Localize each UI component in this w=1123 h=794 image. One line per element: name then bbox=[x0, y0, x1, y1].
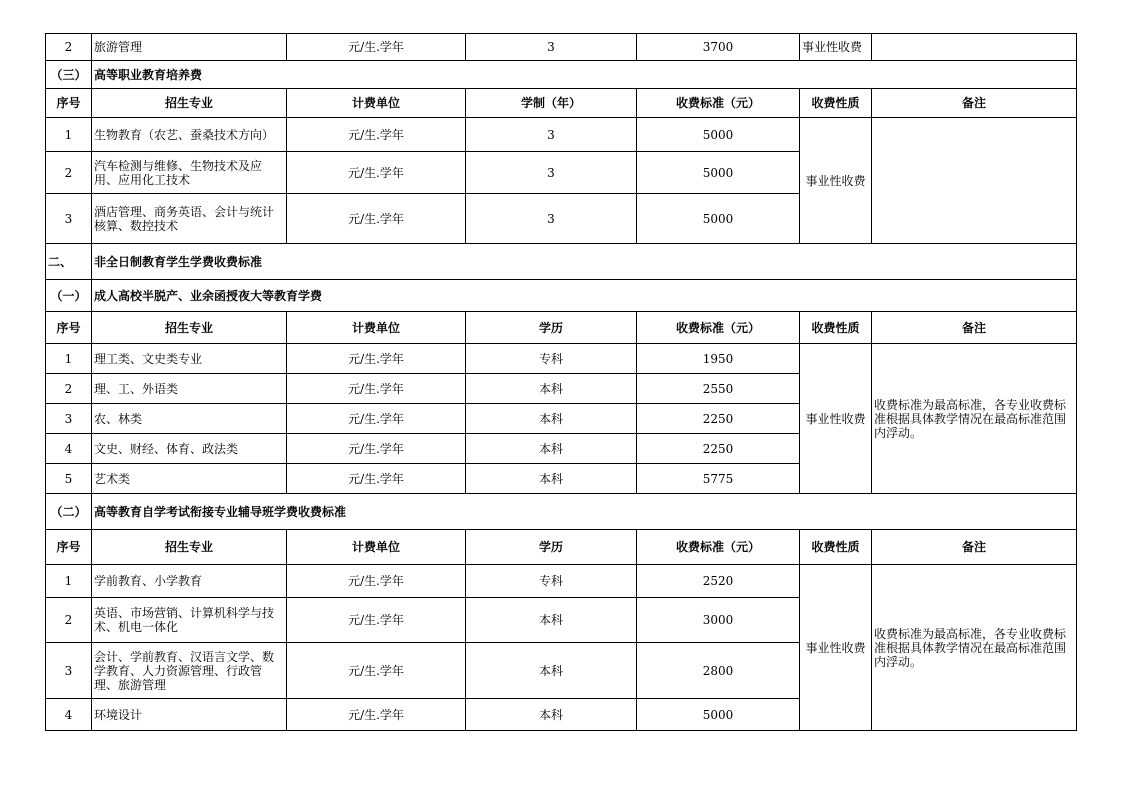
header-nature: 收费性质 bbox=[800, 312, 872, 344]
header-major: 招生专业 bbox=[92, 89, 287, 118]
unit-cell: 元/生.学年 bbox=[287, 434, 466, 464]
unit-cell: 元/生.学年 bbox=[287, 464, 466, 494]
unit-cell: 元/生.学年 bbox=[287, 598, 466, 643]
years-cell: 3 bbox=[466, 118, 637, 152]
unit-cell: 元/生.学年 bbox=[287, 404, 466, 434]
section-row bbox=[46, 494, 1077, 530]
header-remark: 备注 bbox=[872, 312, 1077, 344]
row-number: 4 bbox=[46, 699, 92, 731]
major-cell: 酒店管理、商务英语、会计与统计核算、数控技术 bbox=[92, 194, 287, 244]
major-cell: 学前教育、小学教育 bbox=[92, 565, 287, 598]
nature-cell: 事业性收费 bbox=[800, 118, 872, 244]
level-cell: 本科 bbox=[466, 643, 637, 699]
level-cell: 本科 bbox=[466, 434, 637, 464]
row-number: 1 bbox=[46, 344, 92, 374]
table-row bbox=[46, 565, 1077, 598]
fee-cell: 2800 bbox=[637, 643, 800, 699]
fee-cell: 2550 bbox=[637, 374, 800, 404]
fee-cell: 3700 bbox=[637, 34, 800, 61]
section-row bbox=[46, 280, 1077, 312]
unit-cell: 元/生.学年 bbox=[287, 118, 466, 152]
level-cell: 专科 bbox=[466, 565, 637, 598]
section-number: （三） bbox=[46, 61, 92, 89]
fee-cell: 5000 bbox=[637, 152, 800, 194]
years-cell: 3 bbox=[466, 152, 637, 194]
years-cell: 3 bbox=[466, 194, 637, 244]
nature-cell: 事业性收费 bbox=[800, 34, 872, 61]
level-cell: 专科 bbox=[466, 344, 637, 374]
header-fee: 收费标准（元） bbox=[637, 530, 800, 565]
level-cell: 本科 bbox=[466, 374, 637, 404]
row-number: 2 bbox=[46, 374, 92, 404]
row-number: 1 bbox=[46, 565, 92, 598]
header-row bbox=[46, 312, 1077, 344]
section-title: 非全日制教育学生学费收费标准 bbox=[92, 244, 1077, 280]
remark-cell bbox=[872, 118, 1077, 244]
section-title: 高等职业教育培养费 bbox=[92, 61, 1077, 89]
header-remark: 备注 bbox=[872, 89, 1077, 118]
header-major: 招生专业 bbox=[92, 312, 287, 344]
level-cell: 本科 bbox=[466, 464, 637, 494]
header-row bbox=[46, 530, 1077, 565]
section-title: 高等教育自学考试衔接专业辅导班学费收费标准 bbox=[92, 494, 1077, 530]
row-number: 1 bbox=[46, 118, 92, 152]
major-cell: 旅游管理 bbox=[92, 34, 287, 61]
header-fee: 收费标准（元） bbox=[637, 312, 800, 344]
unit-cell: 元/生.学年 bbox=[287, 344, 466, 374]
fee-cell: 1950 bbox=[637, 344, 800, 374]
header-unit: 计费单位 bbox=[287, 530, 466, 565]
row-number: 4 bbox=[46, 434, 92, 464]
nature-cell: 事业性收费 bbox=[800, 344, 872, 494]
level-cell: 本科 bbox=[466, 404, 637, 434]
header-nature: 收费性质 bbox=[800, 530, 872, 565]
major-cell: 会计、学前教育、汉语言文学、数学教育、人力资源管理、行政管理、旅游管理 bbox=[92, 643, 287, 699]
row-number: 5 bbox=[46, 464, 92, 494]
unit-cell: 元/生.学年 bbox=[287, 565, 466, 598]
section-number: （二） bbox=[46, 494, 92, 530]
fee-cell: 5775 bbox=[637, 464, 800, 494]
row-number: 2 bbox=[46, 34, 92, 61]
header-unit: 计费单位 bbox=[287, 89, 466, 118]
section-number: 二、 bbox=[46, 244, 92, 280]
fee-standard-table bbox=[45, 33, 1077, 731]
major-cell: 汽车检测与维修、生物技术及应用、应用化工技术 bbox=[92, 152, 287, 194]
table-row bbox=[46, 344, 1077, 374]
section-row bbox=[46, 244, 1077, 280]
section-title: 成人高校半脱产、业余函授夜大等教育学费 bbox=[92, 280, 1077, 312]
unit-cell: 元/生.学年 bbox=[287, 152, 466, 194]
level-cell: 本科 bbox=[466, 699, 637, 731]
major-cell: 英语、市场营销、计算机科学与技术、机电一体化 bbox=[92, 598, 287, 643]
fee-cell: 5000 bbox=[637, 194, 800, 244]
fee-cell: 5000 bbox=[637, 118, 800, 152]
row-number: 2 bbox=[46, 598, 92, 643]
remark-cell: 收费标准为最高标准，各专业收费标准根据具体教学情况在最高标准范围内浮动。 bbox=[872, 344, 1077, 494]
level-cell: 本科 bbox=[466, 598, 637, 643]
header-unit: 计费单位 bbox=[287, 312, 466, 344]
major-cell: 文史、财经、体育、政法类 bbox=[92, 434, 287, 464]
unit-cell: 元/生.学年 bbox=[287, 374, 466, 404]
remark-cell: 收费标准为最高标准，各专业收费标准根据具体教学情况在最高标准范围内浮动。 bbox=[872, 565, 1077, 731]
table-row bbox=[46, 118, 1077, 152]
major-cell: 环境设计 bbox=[92, 699, 287, 731]
row-number: 3 bbox=[46, 404, 92, 434]
unit-cell: 元/生.学年 bbox=[287, 699, 466, 731]
header-no: 序号 bbox=[46, 530, 92, 565]
nature-cell: 事业性收费 bbox=[800, 565, 872, 731]
years-cell: 3 bbox=[466, 34, 637, 61]
header-duration: 学制（年） bbox=[466, 89, 637, 118]
header-row bbox=[46, 89, 1077, 118]
section-row bbox=[46, 61, 1077, 89]
major-cell: 理工类、文史类专业 bbox=[92, 344, 287, 374]
fee-cell: 2250 bbox=[637, 404, 800, 434]
header-level: 学历 bbox=[466, 530, 637, 565]
header-major: 招生专业 bbox=[92, 530, 287, 565]
unit-cell: 元/生.学年 bbox=[287, 643, 466, 699]
row-number: 3 bbox=[46, 194, 92, 244]
remark-cell bbox=[872, 34, 1077, 61]
fee-cell: 2250 bbox=[637, 434, 800, 464]
major-cell: 艺术类 bbox=[92, 464, 287, 494]
major-cell: 生物教育（农艺、蚕桑技术方向） bbox=[92, 118, 287, 152]
fee-cell: 2520 bbox=[637, 565, 800, 598]
header-remark: 备注 bbox=[872, 530, 1077, 565]
table-row bbox=[46, 34, 1077, 61]
header-fee: 收费标准（元） bbox=[637, 89, 800, 118]
header-no: 序号 bbox=[46, 89, 92, 118]
row-number: 3 bbox=[46, 643, 92, 699]
fee-cell: 5000 bbox=[637, 699, 800, 731]
fee-cell: 3000 bbox=[637, 598, 800, 643]
major-cell: 农、林类 bbox=[92, 404, 287, 434]
unit-cell: 元/生.学年 bbox=[287, 34, 466, 61]
header-level: 学历 bbox=[466, 312, 637, 344]
header-nature: 收费性质 bbox=[800, 89, 872, 118]
section-number: （一） bbox=[46, 280, 92, 312]
unit-cell: 元/生.学年 bbox=[287, 194, 466, 244]
major-cell: 理、工、外语类 bbox=[92, 374, 287, 404]
header-no: 序号 bbox=[46, 312, 92, 344]
row-number: 2 bbox=[46, 152, 92, 194]
